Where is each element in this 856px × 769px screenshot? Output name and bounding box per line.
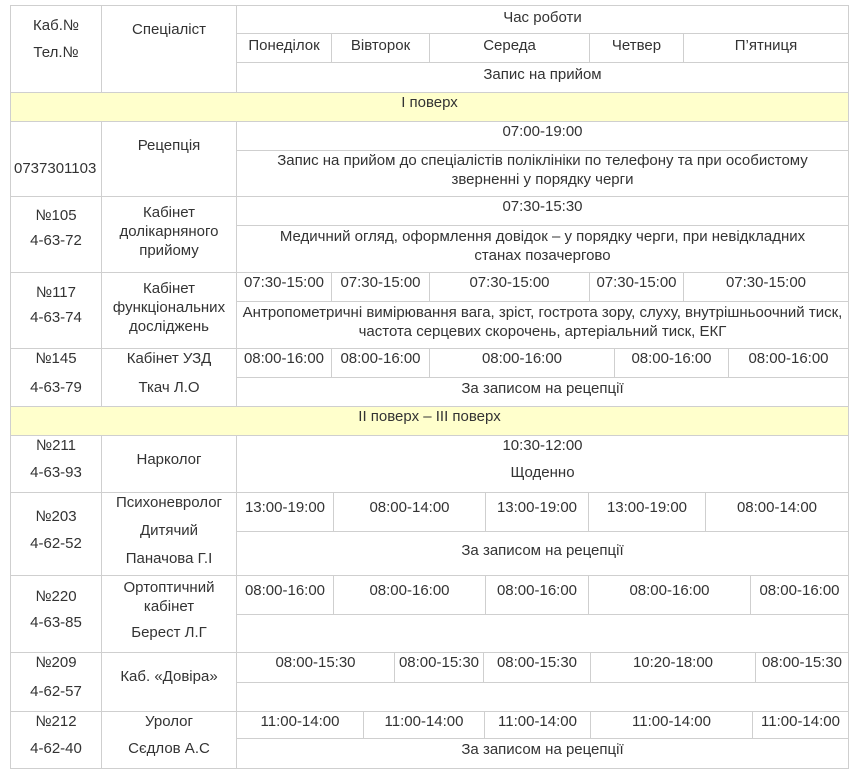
reception-note: Запис на прийом до спеціалістів поліклініки по телефону та при особистому зверненні у порядку черги (236, 150, 849, 197)
specialist-line: Кабінет (142, 280, 195, 297)
room-number: №209 (35, 654, 77, 671)
room-tel: 4-63-72 (30, 232, 82, 249)
row-145-note: За записом на рецепції (236, 377, 849, 407)
room-tel: 4-62-57 (30, 683, 82, 700)
hours-fri: 07:30-15:00 (683, 272, 849, 302)
specialist-line: Уролог (145, 713, 193, 730)
row-220-note (236, 614, 849, 653)
hours-wed: 13:00-19:00 (485, 492, 589, 532)
specialist-line: досліджень (129, 318, 209, 335)
hours-thu: 08:00-16:00 (614, 348, 729, 378)
specialist-line: Паначова Г.І (125, 550, 213, 567)
hours-fri: 08:00-16:00 (728, 348, 849, 378)
room-tel: 4-63-85 (30, 614, 82, 631)
room-tel: 4-63-74 (30, 309, 82, 326)
specialist-line: Психоневролог (115, 494, 223, 511)
row-203-note: За записом на рецепції (236, 531, 849, 576)
specialist-line: долікарняного (119, 223, 219, 240)
room-number: №220 (35, 588, 77, 605)
hours-mon: 11:00-14:00 (236, 711, 364, 739)
room-tel: 4-63-93 (30, 464, 82, 481)
row-211-room (10, 435, 102, 493)
specialist-line: Сєдлов А.С (128, 740, 210, 757)
specialist-line: функціональних (112, 299, 226, 316)
row-117-specialist (101, 272, 237, 349)
header-specialist: Спеціаліст (101, 5, 237, 93)
row-reception-specialist: Рецепція (101, 121, 237, 197)
hours-thu: 13:00-19:00 (588, 492, 706, 532)
specialist-line: кабінет (143, 598, 195, 615)
hours-tue: 08:00-16:00 (331, 348, 430, 378)
specialist-line: Кабінет (142, 204, 195, 221)
hours-mon: 13:00-19:00 (236, 492, 334, 532)
specialist-line: Дитячий (139, 522, 199, 539)
room-number: №212 (35, 713, 77, 730)
hours-thu: 08:00-16:00 (588, 575, 751, 615)
hours-wed: 07:30-15:00 (429, 272, 590, 302)
room-tel: 4-62-40 (30, 740, 82, 757)
hours-tue: 08:00-16:00 (333, 575, 486, 615)
row-105-note: Медичний огляд, оформлення довідок – у порядку черги, при невідкладних станах позачергово (236, 225, 849, 273)
row-203-specialist (101, 492, 237, 576)
header-room-label: Каб.№ (33, 17, 79, 34)
row-203-room (10, 492, 102, 576)
hours-wed: 11:00-14:00 (484, 711, 591, 739)
header-work-time: Час роботи (236, 5, 849, 34)
hours-mon: 07:30-15:00 (236, 272, 332, 302)
row-212-note: За записом на рецепції (236, 738, 849, 769)
hours-fri: 08:00-16:00 (750, 575, 849, 615)
specialist-line: Берест Л.Г (131, 624, 207, 641)
hours-tue: 11:00-14:00 (363, 711, 485, 739)
row-211-note: Щоденно (510, 464, 575, 481)
header-day-tue: Вівторок (331, 33, 430, 63)
header-day-fri: П’ятниця (683, 33, 849, 63)
hours-fri: 11:00-14:00 (752, 711, 849, 739)
hours-tue: 08:00-15:30 (394, 652, 484, 683)
hours-wed: 08:00-16:00 (429, 348, 615, 378)
room-tel: 4-62-52 (30, 535, 82, 552)
room-number: №117 (35, 284, 76, 301)
row-209-room (10, 652, 102, 712)
hours-wed: 08:00-15:30 (483, 652, 591, 683)
hours-wed: 08:00-16:00 (485, 575, 589, 615)
hours-thu: 10:20-18:00 (590, 652, 756, 683)
row-105-hours: 07:30-15:30 (236, 196, 849, 226)
row-105-room (10, 196, 102, 273)
row-220-room (10, 575, 102, 653)
header-day-mon: Понеділок (236, 33, 332, 63)
room-number: №105 (35, 207, 77, 224)
reception-hours: 07:00-19:00 (236, 121, 849, 151)
row-211-specialist: Нарколог (101, 435, 237, 493)
header-tel-label: Тел.№ (33, 44, 79, 61)
header-room-tel (10, 5, 102, 93)
specialist-line: Ортоптичний (123, 579, 215, 596)
header-day-wed: Середа (429, 33, 590, 63)
specialist-line: Кабінет УЗД (126, 350, 212, 367)
row-212-specialist (101, 711, 237, 769)
row-145-specialist (101, 348, 237, 407)
hours-thu: 07:30-15:00 (589, 272, 684, 302)
room-number: №203 (35, 508, 77, 525)
header-day-thu: Четвер (589, 33, 684, 63)
hours-tue: 07:30-15:00 (331, 272, 430, 302)
room-number: №211 (35, 437, 76, 454)
row-117-note: Антропометричні вимірювання вага, зріст, гострота зору, слуху, внутрішньоочний тиск, частота серцевих скорочень, артеріальний тиск, ЕКГ (236, 301, 849, 349)
row-220-specialist (101, 575, 237, 653)
hours-mon: 08:00-16:00 (236, 575, 334, 615)
hours-fri: 08:00-15:30 (755, 652, 849, 683)
floor-2-3-header: II поверх – III поверх (10, 406, 849, 436)
reception-tel: 0737301103 (14, 160, 97, 177)
row-212-room (10, 711, 102, 769)
row-117-room (10, 272, 102, 349)
row-105-specialist (101, 196, 237, 273)
row-211-hours (236, 435, 849, 493)
hours-tue: 08:00-14:00 (333, 492, 486, 532)
row-209-specialist: Каб. «Довіра» (101, 652, 237, 712)
room-number: №145 (35, 350, 77, 367)
room-tel: 4-63-79 (30, 379, 82, 396)
specialist-line: Ткач Л.О (138, 379, 200, 396)
hours-mon: 08:00-15:30 (236, 652, 395, 683)
hours-thu: 11:00-14:00 (590, 711, 753, 739)
hours-daily: 10:30-12:00 (502, 437, 583, 454)
row-145-room (10, 348, 102, 407)
hours-fri: 08:00-14:00 (705, 492, 849, 532)
header-appointment: Запис на прийом (236, 62, 849, 93)
row-reception-room (10, 121, 102, 197)
floor-1-header: I поверх (10, 92, 849, 122)
row-209-note (236, 682, 849, 712)
specialist-line: прийому (139, 242, 199, 259)
hours-mon: 08:00-16:00 (236, 348, 332, 378)
